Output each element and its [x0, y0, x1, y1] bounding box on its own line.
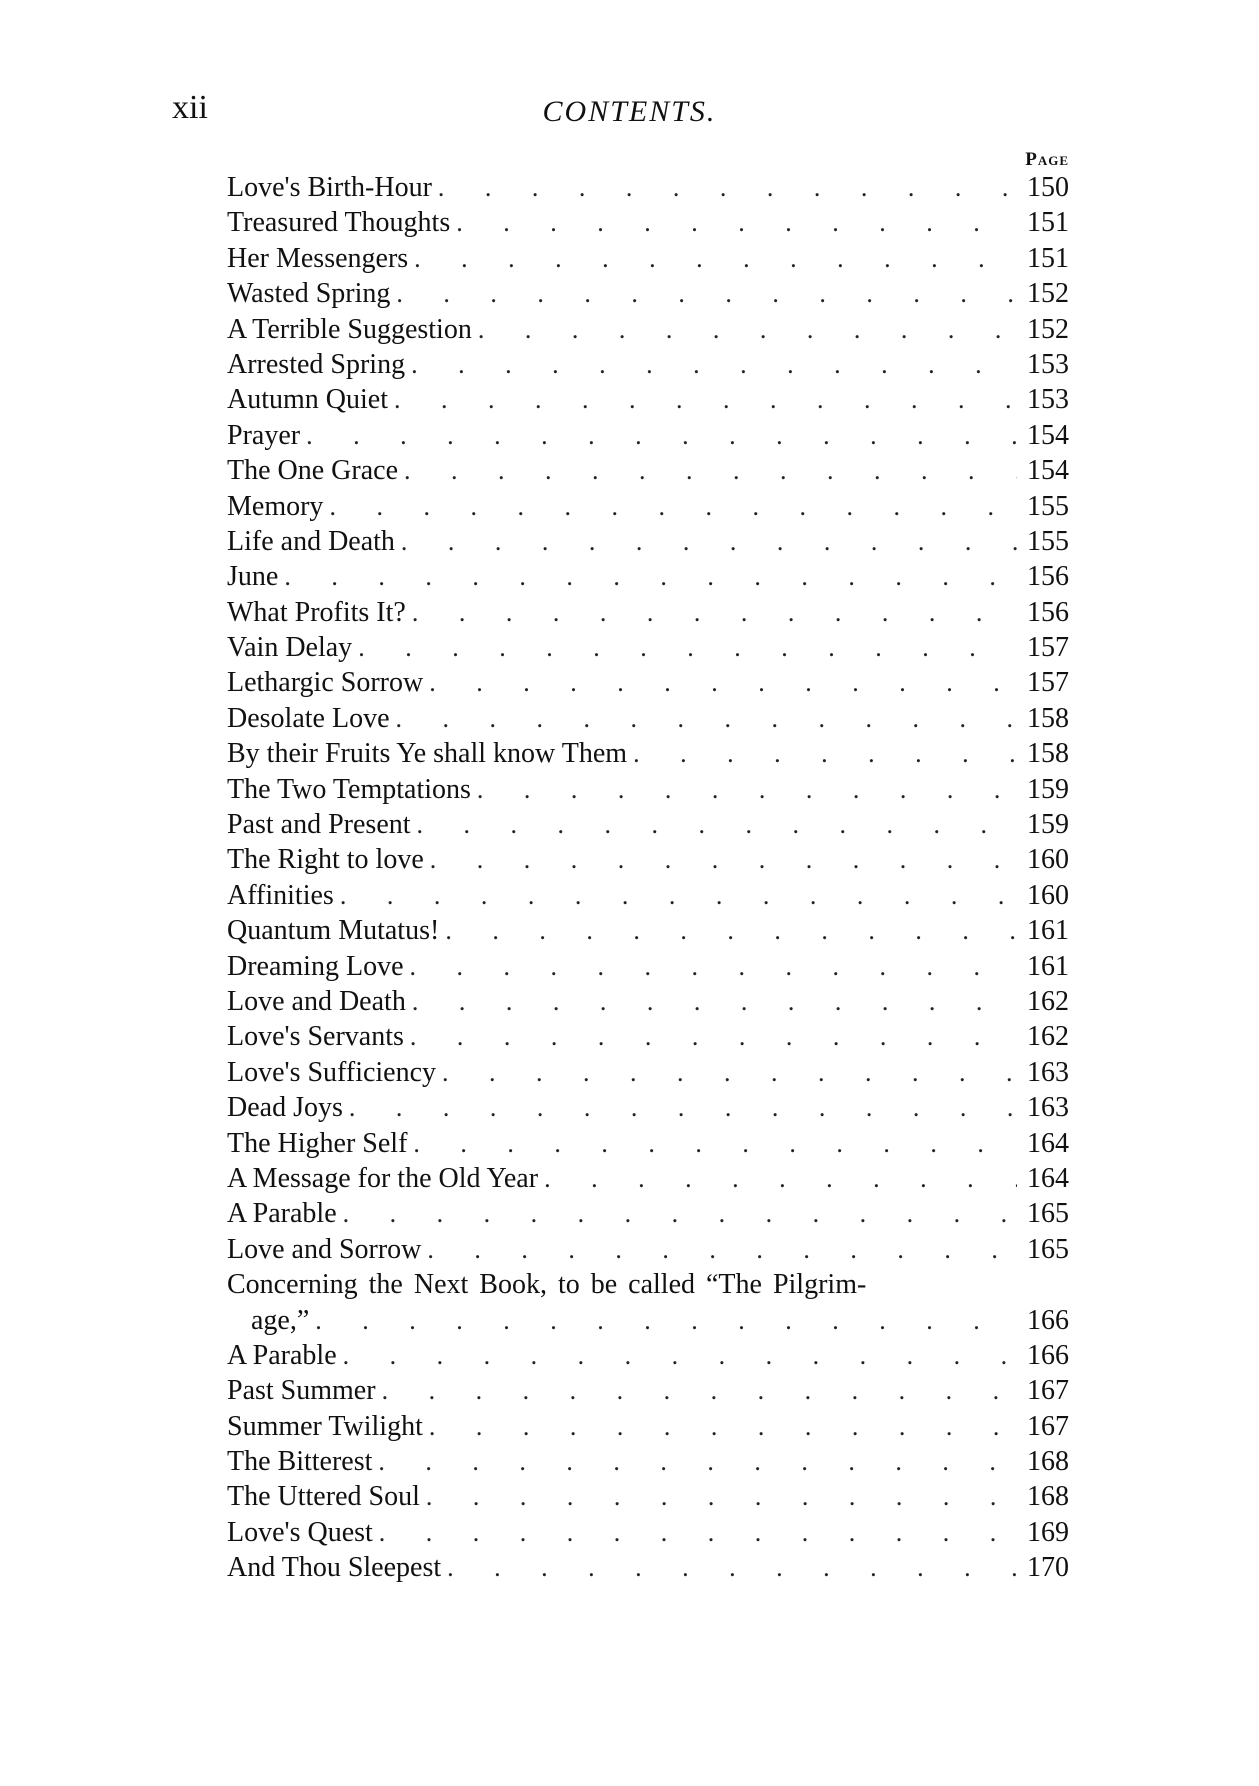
dot-leader — [430, 842, 1017, 877]
toc-entry-continuation — [227, 1303, 1069, 1338]
toc-entry-page: 166 — [1027, 1304, 1069, 1336]
dot-leader — [438, 170, 1017, 205]
toc-entry-page: 158 — [1027, 738, 1069, 770]
toc-entry-title: A Parable — [227, 1339, 337, 1371]
toc-entry-title: Summer Twilight — [227, 1410, 423, 1442]
dot-leader — [411, 347, 1017, 382]
toc-entry[interactable] — [227, 1055, 1069, 1090]
dot-leader — [404, 453, 1017, 488]
toc-entry-page: 154 — [1027, 455, 1069, 487]
dot-leader — [417, 807, 1017, 842]
toc-entry-page: 153 — [1027, 348, 1069, 380]
toc-entry[interactable] — [227, 1161, 1069, 1196]
toc-entry[interactable] — [227, 347, 1069, 382]
dot-leader — [396, 701, 1018, 736]
dot-leader — [329, 489, 1017, 524]
dot-leader — [478, 312, 1017, 347]
toc-entry-title: Lethargic Sorrow — [227, 667, 424, 699]
toc-entry-title: Love's Servants — [227, 1021, 404, 1053]
toc-entry[interactable] — [227, 878, 1069, 913]
toc-entry-title-line-1: Concerning the Next Book, to be called “The Pilgrim- — [227, 1269, 867, 1301]
toc-entry-title: Arrested Spring — [227, 348, 406, 380]
toc-entry[interactable] — [227, 1232, 1069, 1267]
toc-entry-page: 165 — [1027, 1198, 1069, 1230]
toc-entry-page: 164 — [1027, 1127, 1069, 1159]
dot-leader — [306, 418, 1017, 453]
dot-leader — [315, 1303, 1017, 1338]
toc-entry[interactable] — [227, 1409, 1069, 1444]
toc-entry[interactable] — [227, 241, 1069, 276]
toc-entry-title: Dead Joys — [227, 1092, 343, 1124]
dot-leader — [442, 1055, 1017, 1090]
toc-entry-title-line-2: age,” — [251, 1304, 310, 1336]
toc-entry-page: 157 — [1027, 632, 1069, 664]
toc-entry[interactable] — [227, 170, 1069, 205]
toc-entry-multiline[interactable] — [227, 1267, 1069, 1338]
toc-entry-title: Affinities — [227, 879, 334, 911]
toc-entry-title: The Right to love — [227, 844, 424, 876]
dot-leader — [358, 630, 1017, 665]
toc-entry[interactable] — [227, 595, 1069, 630]
toc-entry[interactable] — [227, 1090, 1069, 1125]
toc-entry-page: 159 — [1027, 773, 1069, 805]
dot-leader — [349, 1090, 1017, 1125]
toc-entry-title: Love's Birth-Hour — [227, 172, 432, 203]
toc-entry-page: 168 — [1027, 1446, 1069, 1478]
toc-entry-page: 155 — [1027, 490, 1069, 522]
toc-entry[interactable] — [227, 453, 1069, 488]
toc-entry-title: Her Messengers — [227, 242, 409, 274]
toc-entry-title: Past Summer — [227, 1375, 376, 1407]
running-head: CONTENTS. — [542, 95, 717, 128]
dot-leader — [544, 1161, 1017, 1196]
toc-entry[interactable] — [227, 1550, 1069, 1585]
toc-entry-page: 151 — [1027, 207, 1069, 239]
toc-entry-title: A Terrible Suggestion — [227, 313, 472, 345]
toc-entry-title: What Profits It? — [227, 596, 406, 628]
dot-leader — [284, 559, 1017, 594]
toc-entry[interactable] — [227, 842, 1069, 877]
dot-leader — [429, 1409, 1017, 1444]
toc-entry[interactable] — [227, 701, 1069, 736]
dot-leader — [633, 736, 1017, 771]
toc-entry[interactable] — [227, 1479, 1069, 1514]
toc-entry-page: 162 — [1027, 1021, 1069, 1053]
toc-entry-title: The Two Temptations — [227, 773, 471, 805]
toc-entry[interactable] — [227, 949, 1069, 984]
toc-entry-page: 152 — [1027, 278, 1069, 310]
toc-entry-title: And Thou Sleepest — [227, 1552, 442, 1584]
toc-entry-page: 167 — [1027, 1410, 1069, 1442]
toc-entry-page: 160 — [1027, 879, 1069, 911]
toc-entry[interactable] — [227, 913, 1069, 948]
page-number: xii — [172, 89, 208, 126]
dot-leader — [410, 949, 1018, 984]
toc-entry-page: 170 — [1027, 1552, 1069, 1584]
toc-entry-page: 162 — [1027, 985, 1069, 1017]
toc-entry[interactable] — [227, 772, 1069, 807]
toc-entry-page: 163 — [1027, 1056, 1069, 1088]
dot-leader — [401, 524, 1017, 559]
toc-entry-page: 158 — [1027, 702, 1069, 734]
dot-leader — [378, 1444, 1017, 1479]
dot-leader — [343, 1338, 1017, 1373]
dot-leader — [343, 1196, 1017, 1231]
toc-entry[interactable] — [227, 1196, 1069, 1231]
toc-entry-title: The Bitterest — [227, 1446, 373, 1478]
toc-entry[interactable] — [227, 807, 1069, 842]
dot-leader — [477, 772, 1017, 807]
toc-entry-title: Quantum Mutatus! — [227, 915, 440, 947]
toc-entry-title: Vain Delay — [227, 632, 353, 664]
toc-entry-title: Dreaming Love — [227, 950, 404, 982]
dot-leader — [447, 1550, 1017, 1585]
toc-entry-title: Wasted Spring — [227, 278, 391, 310]
toc-entry[interactable] — [227, 1019, 1069, 1054]
dot-leader — [412, 984, 1017, 1019]
toc-entry[interactable] — [227, 1515, 1069, 1550]
dot-leader — [340, 878, 1017, 913]
toc-entry[interactable] — [227, 1338, 1069, 1373]
table-of-contents — [227, 170, 1069, 1586]
toc-entry-page: 161 — [1027, 915, 1069, 947]
toc-entry-page: 156 — [1027, 561, 1069, 593]
toc-entry-title: The One Grace — [227, 455, 399, 487]
toc-entry-title: Treasured Thoughts — [227, 207, 451, 239]
dot-leader — [456, 205, 1017, 240]
toc-entry-page: 167 — [1027, 1375, 1069, 1407]
dot-leader — [427, 1232, 1017, 1267]
toc-entry-page: 159 — [1027, 809, 1069, 841]
toc-entry[interactable] — [227, 1373, 1069, 1408]
dot-leader — [429, 665, 1017, 700]
toc-entry-title: Love and Sorrow — [227, 1233, 422, 1265]
toc-entry[interactable] — [227, 1444, 1069, 1479]
toc-entry-page: 163 — [1027, 1092, 1069, 1124]
toc-entry-title: A Message for the Old Year — [227, 1162, 539, 1194]
toc-entry-page: 157 — [1027, 667, 1069, 699]
dot-leader — [379, 1515, 1017, 1550]
toc-entry-title: Love's Sufficiency — [227, 1056, 437, 1088]
dot-leader — [413, 1126, 1017, 1161]
toc-entry-title: A Parable — [227, 1198, 337, 1230]
toc-entry[interactable] — [227, 489, 1069, 524]
toc-entry[interactable] — [227, 984, 1069, 1019]
toc-entry[interactable] — [227, 736, 1069, 771]
toc-entry-title: Love and Death — [227, 985, 406, 1017]
dot-leader — [394, 382, 1017, 417]
toc-entry[interactable] — [227, 205, 1069, 240]
toc-entry-page: 161 — [1027, 950, 1069, 982]
toc-entry-page: 154 — [1027, 419, 1069, 451]
toc-entry[interactable] — [227, 382, 1069, 417]
toc-entry-title: The Higher Self — [227, 1127, 408, 1159]
toc-entry-title: Past and Present — [227, 809, 411, 841]
toc-entry-page: 155 — [1027, 525, 1069, 557]
dot-leader — [382, 1373, 1017, 1408]
toc-entry-page: 166 — [1027, 1339, 1069, 1371]
toc-entry-page: 151 — [1027, 242, 1069, 274]
toc-entry-page: 152 — [1027, 313, 1069, 345]
dot-leader — [410, 1019, 1017, 1054]
toc-entry-page: 150 — [1027, 172, 1069, 203]
toc-entry[interactable] — [227, 276, 1069, 311]
toc-entry-title: Desolate Love — [227, 702, 390, 734]
toc-entry-title: By their Fruits Ye shall know Them — [227, 738, 628, 770]
dot-leader — [396, 276, 1017, 311]
toc-entry-page: 168 — [1027, 1481, 1069, 1513]
toc-entry-title: Life and Death — [227, 525, 395, 557]
toc-entry-title: Love's Quest — [227, 1516, 373, 1548]
dot-leader — [412, 595, 1017, 630]
toc-entry-title: The Uttered Soul — [227, 1481, 420, 1513]
toc-entry-title: Prayer — [227, 419, 301, 451]
toc-entry-page: 169 — [1027, 1516, 1069, 1548]
toc-entry-title: Memory — [227, 490, 324, 522]
toc-entry-title: Autumn Quiet — [227, 384, 388, 416]
toc-entry[interactable] — [227, 418, 1069, 453]
toc-entry-page: 160 — [1027, 844, 1069, 876]
toc-entry[interactable] — [227, 312, 1069, 347]
toc-entry-page: 164 — [1027, 1162, 1069, 1194]
dot-leader — [414, 241, 1017, 276]
toc-entry-page: 156 — [1027, 596, 1069, 628]
dot-leader — [445, 913, 1017, 948]
toc-entry[interactable] — [227, 524, 1069, 559]
toc-entry-page: 153 — [1027, 384, 1069, 416]
toc-entry-title: June — [227, 561, 279, 593]
dot-leader — [426, 1479, 1017, 1514]
toc-entry[interactable] — [227, 630, 1069, 665]
toc-entry[interactable] — [227, 1126, 1069, 1161]
page-column-label: Page — [1025, 149, 1069, 170]
toc-entry-page: 165 — [1027, 1233, 1069, 1265]
toc-entry[interactable] — [227, 559, 1069, 594]
toc-entry[interactable] — [227, 665, 1069, 700]
